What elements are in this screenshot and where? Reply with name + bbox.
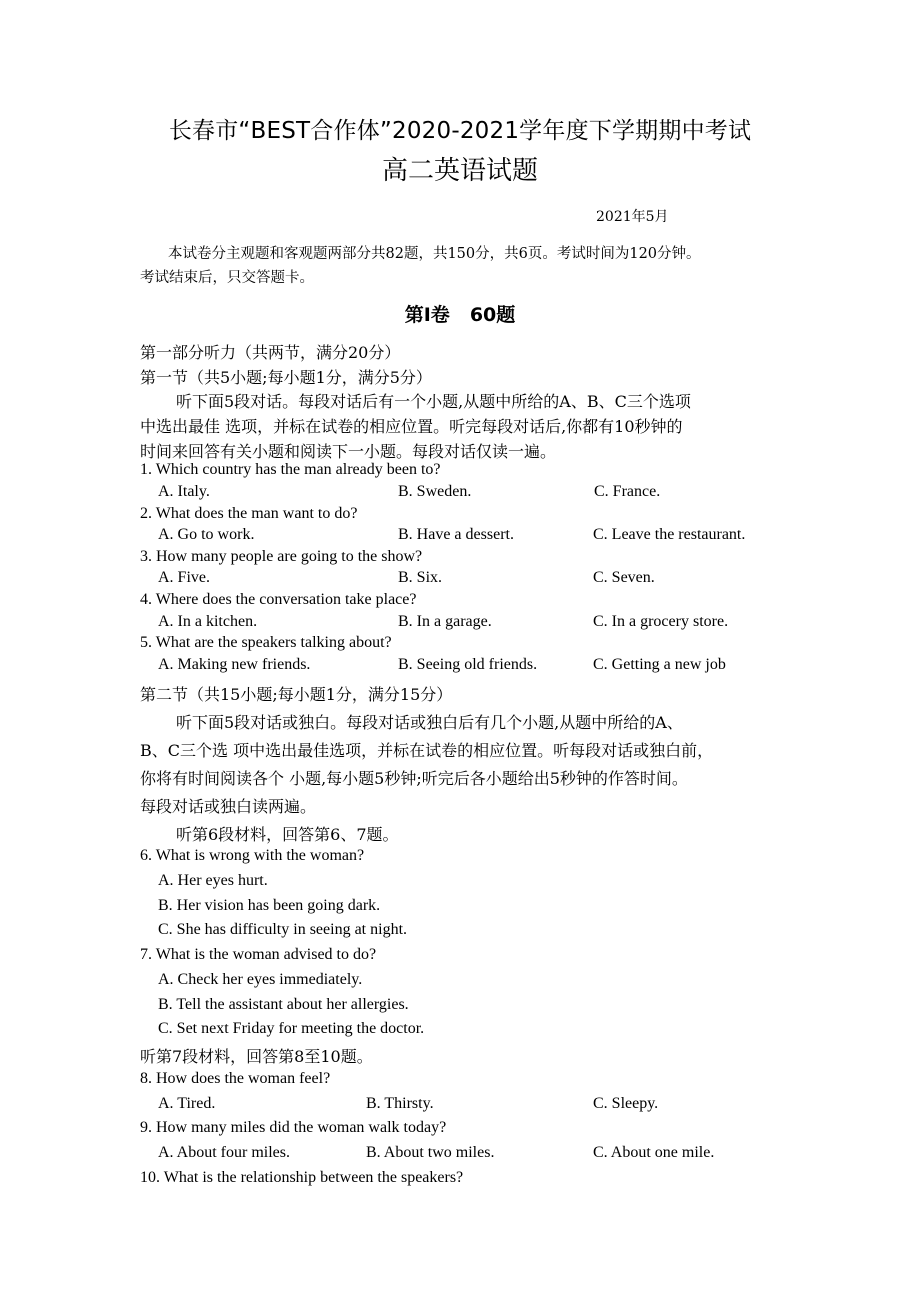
volume-count: 60题 (469, 304, 516, 326)
question-7: 7. What is the woman advised to do? (140, 946, 377, 963)
exam-date: 2021年5月 (596, 209, 669, 225)
q9-option-c: C. About one mile. (593, 1144, 715, 1161)
question-1: 1. Which country has the man already been to? (140, 461, 441, 478)
listen-material-6: 听第6段材料，回答第6、7题。 (176, 825, 399, 844)
exam-title: 长春市“BEST合作体”2020-2021学年度下学期期中考试 (168, 118, 752, 144)
q6-option-a: A. Her eyes hurt. (158, 872, 268, 889)
section1-instr-3: 时间来回答有关小题和阅读下一小题。每段对话仅读一遍。 (140, 442, 557, 461)
question-4: 4. Where does the conversation take place? (140, 591, 417, 608)
q7-option-b: B. Tell the assistant about her allergies. (158, 996, 409, 1013)
q2-option-a: A. Go to work. (158, 526, 255, 543)
section1-instr-1: 听下面5段对话。每段对话后有一个小题,从题中所给的A、B、C三个选项 (176, 392, 691, 411)
section2-instr-3: 你将有时间阅读各个 小题,每小题5秒钟;听完后各小题给出5秒钟的作答时间。 (140, 769, 688, 788)
intro-line-1: 本试卷分主观题和客观题两部分共82题，共150分，共6页。考试时间为120分钟。 (168, 246, 701, 262)
q6-option-b: B. Her vision has been going dark. (158, 897, 381, 914)
question-5: 5. What are the speakers talking about? (140, 634, 392, 651)
question-3: 3. How many people are going to the show? (140, 548, 423, 565)
q3-option-c: C. Seven. (593, 569, 655, 586)
q1-option-c: C. France. (594, 483, 661, 500)
q6-option-c: C. She has difficulty in seeing at night. (158, 921, 408, 938)
q9-option-b: B. About two miles. (366, 1144, 495, 1161)
q4-option-a: A. In a kitchen. (158, 613, 258, 630)
q5-option-b: B. Seeing old friends. (398, 656, 538, 673)
intro-line-2: 考试结束后，只交答题卡。 (140, 270, 314, 286)
section2-instr-4: 每段对话或独白读两遍。 (140, 797, 317, 816)
q8-option-a: A. Tired. (158, 1095, 216, 1112)
q7-option-c: C. Set next Friday for meeting the doctor. (158, 1020, 425, 1037)
question-10: 10. What is the relationship between the speakers? (140, 1169, 464, 1186)
q5-option-a: A. Making new friends. (158, 656, 311, 673)
section2-instr-1: 听下面5段对话或独白。每段对话或独白后有几个小题,从题中所给的A、 (176, 713, 683, 732)
q5-option-c: C. Getting a new job (593, 656, 726, 673)
section2-instr-2: B、C三个选 项中选出最佳选项，并标在试卷的相应位置。听每段对话或独白前， (140, 741, 714, 760)
question-2: 2. What does the man want to do? (140, 505, 358, 522)
part1-title: 第一部分听力（共两节，满分20分） (140, 343, 401, 362)
q3-option-b: B. Six. (398, 569, 443, 586)
q2-option-c: C. Leave the restaurant. (593, 526, 746, 543)
q8-option-c: C. Sleepy. (593, 1095, 659, 1112)
exam-subtitle: 高二英语试题 (381, 156, 538, 186)
question-6: 6. What is wrong with the woman? (140, 847, 365, 864)
section1-title: 第一节（共5小题;每小题1分，满分5分） (140, 368, 432, 387)
q9-option-a: A. About four miles. (158, 1144, 290, 1161)
q7-option-a: A. Check her eyes immediately. (158, 971, 363, 988)
section2-title: 第二节（共15小题;每小题1分，满分15分） (140, 685, 453, 704)
listen-material-7: 听第7段材料，回答第8至10题。 (140, 1047, 373, 1066)
q1-option-a: A. Italy. (158, 483, 210, 500)
q8-option-b: B. Thirsty. (366, 1095, 434, 1112)
q2-option-b: B. Have a dessert. (398, 526, 514, 543)
section1-instr-2: 中选出最佳 选项，并标在试卷的相应位置。听完每段对话后,你都有10秒钟的 (140, 417, 683, 436)
q4-option-c: C. In a grocery store. (593, 613, 729, 630)
question-9: 9. How many miles did the woman walk today? (140, 1119, 447, 1136)
volume-heading (0, 300, 920, 327)
q3-option-a: A. Five. (158, 569, 210, 586)
q4-option-b: B. In a garage. (398, 613, 492, 630)
q1-option-b: B. Sweden. (398, 483, 472, 500)
question-8: 8. How does the woman feel? (140, 1070, 331, 1087)
volume-label: 第Ⅰ卷 (404, 304, 450, 326)
